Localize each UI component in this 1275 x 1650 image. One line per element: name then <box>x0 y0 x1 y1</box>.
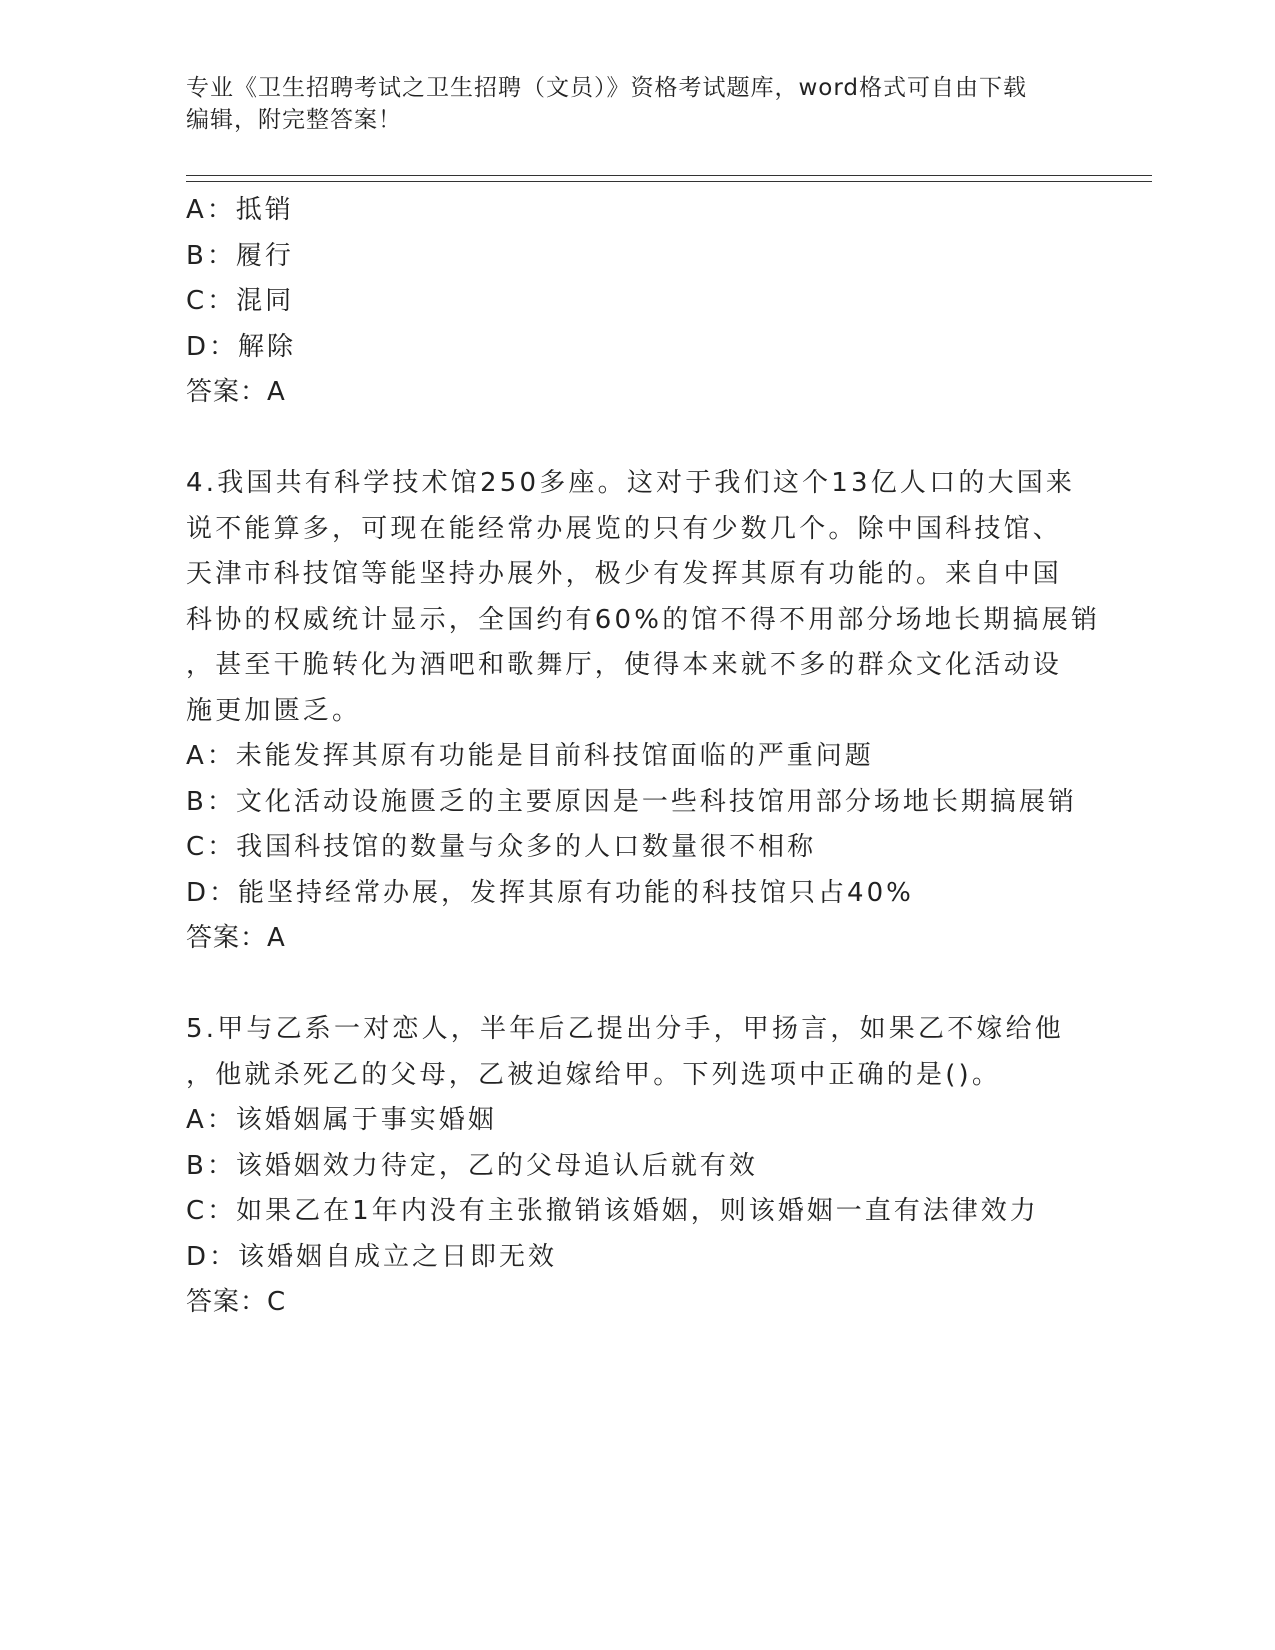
q5-answer: 答案：C <box>186 1287 287 1317</box>
question-5 <box>186 1007 1086 1326</box>
q4-stem-line: ，甚至干脆转化为酒吧和歌舞厅，使得本来就不多的群众文化活动设 <box>186 650 1063 680</box>
q5-stem <box>186 1007 1086 1098</box>
q3-option-d: D：解除 <box>186 331 297 362</box>
q4-stem-line: 天津市科技馆等能坚持办展外，极少有发挥其原有功能的。来自中国 <box>186 559 1063 589</box>
q4-option-d: D：能坚持经常办展，发挥其原有功能的科技馆只占40% <box>186 877 914 908</box>
header-line-2: 编辑，附完整答案！ <box>186 107 402 133</box>
header-line-1: 专业《卫生招聘考试之卫生招聘（文员）》资格考试题库，word格式可自由下载 <box>186 75 1028 101</box>
q4-stem <box>186 461 1101 734</box>
document-header <box>186 72 1066 136</box>
q3-answer: 答案：A <box>186 377 286 407</box>
q4-stem-line: 说不能算多，可现在能经常办展览的只有少数几个。除中国科技馆、 <box>186 513 1063 544</box>
q5-option-d: D：该婚姻自成立之日即无效 <box>186 1241 558 1272</box>
q4-stem-line: 4.我国共有科学技术馆250多座。这对于我们这个13亿人口的大国来 <box>186 468 1076 498</box>
q4-option-a: A：未能发挥其原有功能是目前科技馆面临的严重问题 <box>186 741 874 771</box>
q5-stem-line: 5.甲与乙系一对恋人，半年后乙提出分手，甲扬言，如果乙不嫁给他 <box>186 1014 1065 1044</box>
spacer <box>186 416 1086 462</box>
q4-stem-line: 施更加匮乏。 <box>186 695 362 726</box>
q4-stem-line: 科协的权威统计显示，全国约有60%的馆不得不用部分场地长期搞展销 <box>186 604 1101 635</box>
q4-option-b: B：文化活动设施匮乏的主要原因是一些科技馆用部分场地长期搞展销 <box>186 786 1077 817</box>
q5-option-c: C：如果乙在1年内没有主张撤销该婚姻，则该婚姻一直有法律效力 <box>186 1196 1039 1226</box>
q5-stem-line: ，他就杀死乙的父母，乙被迫嫁给甲。下列选项中正确的是()。 <box>186 1059 1002 1090</box>
q3-option-c: C：混同 <box>186 286 295 316</box>
header-divider-bottom <box>186 181 1152 182</box>
header-divider-top <box>186 175 1152 176</box>
q3-option-b: B：履行 <box>186 240 294 271</box>
question-4 <box>186 461 1101 962</box>
q5-option-a: A：该婚姻属于事实婚姻 <box>186 1105 497 1135</box>
spacer <box>186 962 1086 1008</box>
q5-option-b: B：该婚姻效力待定，乙的父母追认后就有效 <box>186 1150 758 1181</box>
q4-option-c: C：我国科技馆的数量与众多的人口数量很不相称 <box>186 832 817 862</box>
question-3 <box>186 188 1086 416</box>
q4-answer: 答案：A <box>186 923 286 953</box>
q3-option-a: A：抵销 <box>186 195 294 225</box>
question-list <box>186 188 1101 1326</box>
